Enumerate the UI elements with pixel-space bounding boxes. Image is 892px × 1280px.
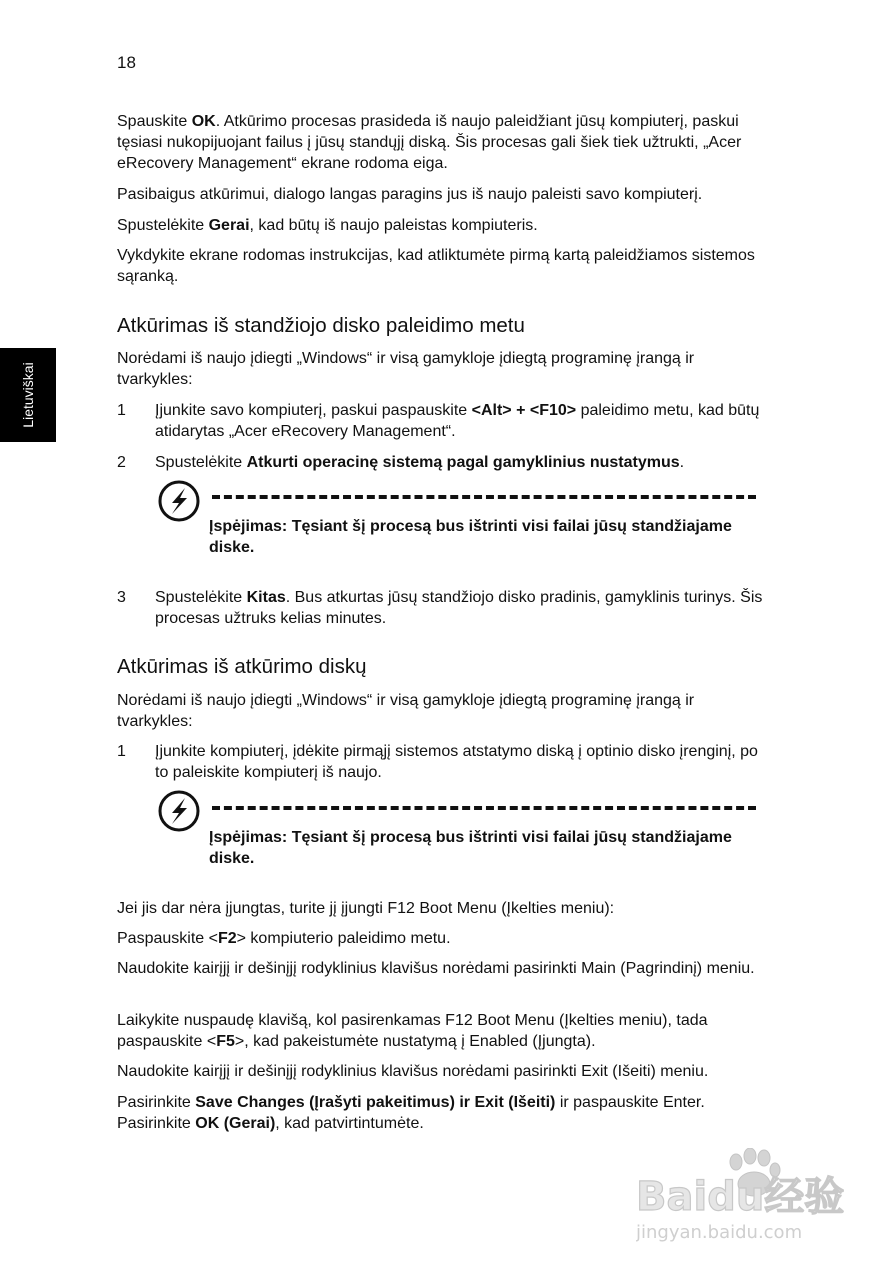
paragraph-save-changes: Pasirinkite Save Changes (Įrašyti pakeitimus) ir Exit (Išeiti) ir paspauskite Enter. Pasirinkite OK (Gerai), kad patvirtintumėte.: [117, 1094, 705, 1132]
paragraph-restart-prompt: Pasibaigus atkūrimui, dialogo langas paragins jus iš naujo paleisti savo kompiuterį.: [117, 186, 703, 203]
section-intro: Norėdami iš naujo įdiegti „Windows“ ir visą gamykloje įdiegtą programinę įrangą ir tvarkykles:: [117, 350, 695, 388]
paragraph-select-exit: Naudokite kairįjį ir dešinįjį rodyklinius klavišus norėdami pasirinkti Exit (Išeiti) meniu.: [117, 1063, 709, 1080]
section-heading-disc-recovery: Atkūrimas iš atkūrimo diskų: [117, 655, 367, 678]
step-text: Spustelėkite Atkurti operacinę sistemą pagal gamyklinius nustatymus.: [155, 454, 685, 471]
paragraph-click-gerai: Spustelėkite Gerai, kad būtų iš naujo paleistas kompiuteris.: [117, 217, 538, 234]
warning-text: Įspėjimas: Tęsiant šį procesą bus ištrinti visi failai jūsų standžiajame diske.: [209, 518, 732, 556]
step-number: 1: [117, 743, 126, 760]
language-label: Lietuviškai: [20, 362, 36, 428]
step-text: Įjunkite kompiuterį, įdėkite pirmąjį sistemos atstatymo diską į optinio disko įrenginį, po to paleiskite kompiuterį iš naujo.: [155, 743, 758, 781]
page-number: 18: [117, 53, 136, 72]
paragraph-ok: Spauskite OK. Atkūrimo procesas prasideda iš naujo paleidžiant jūsų kompiuterį, paskui tęsiasi nukopijuojant failus į jūsų standųjį diską. Šis procesas gali šiek tiek užtrukti, „Acer eRecovery Management“ ekrane rodoma eiga.: [117, 113, 742, 172]
warning-divider: [212, 495, 756, 499]
step-number: 2: [117, 454, 126, 471]
paragraph-press-f2: Paspauskite <F2> kompiuterio paleidimo metu.: [117, 930, 451, 947]
warning-lightning-icon: [157, 479, 201, 523]
section-intro: Norėdami iš naujo įdiegti „Windows“ ir visą gamykloje įdiegtą programinę įrangą ir tvarkykles:: [117, 692, 695, 730]
warning-divider: [212, 806, 756, 810]
baidu-paw-logo-icon: [636, 1148, 876, 1248]
section-heading-hdd-recovery: Atkūrimas iš standžiojo disko paleidimo metu: [117, 314, 525, 337]
warning-text: Įspėjimas: Tęsiant šį procesą bus ištrinti visi failai jūsų standžiajame diske.: [209, 829, 732, 867]
step-text: Įjunkite savo kompiuterį, paskui paspauskite <Alt> + <F10> paleidimo metu, kad būtų atidarytas „Acer eRecovery Management“.: [155, 402, 760, 440]
baidu-jingyan-watermark: [636, 1148, 876, 1253]
step-text: Spustelėkite Kitas. Bus atkurtas jūsų standžiojo disko pradinis, gamyklinis turinys. Šis procesas užtruks kelias minutes.: [155, 589, 763, 627]
watermark-url: jingyan.baidu.com: [636, 1222, 803, 1243]
paragraph-setup-instructions: Vykdykite ekrane rodomas instrukcijas, kad atliktumėte pirmą kartą paleidžiamos sistemos sąranką.: [117, 247, 755, 285]
paragraph-f12-boot-menu: Jei jis dar nėra įjungtas, turite jį įjungti F12 Boot Menu (Įkelties meniu):: [117, 900, 615, 917]
paragraph-press-f5: Laikykite nuspaudę klavišą, kol pasirenkamas F12 Boot Menu (Įkelties meniu), tada paspauskite <F5>, kad pakeistumėte nustatymą į Enabled (Įjungta).: [117, 1012, 708, 1050]
step-number: 3: [117, 589, 126, 606]
step-number: 1: [117, 402, 126, 419]
watermark-logo-text: Baidu经验: [636, 1174, 845, 1220]
warning-lightning-icon: [157, 789, 201, 833]
language-side-tab: [0, 348, 56, 442]
paragraph-select-main: Naudokite kairįjį ir dešinįjį rodyklinius klavišus norėdami pasirinkti Main (Pagrindinį) meniu.: [117, 960, 755, 977]
